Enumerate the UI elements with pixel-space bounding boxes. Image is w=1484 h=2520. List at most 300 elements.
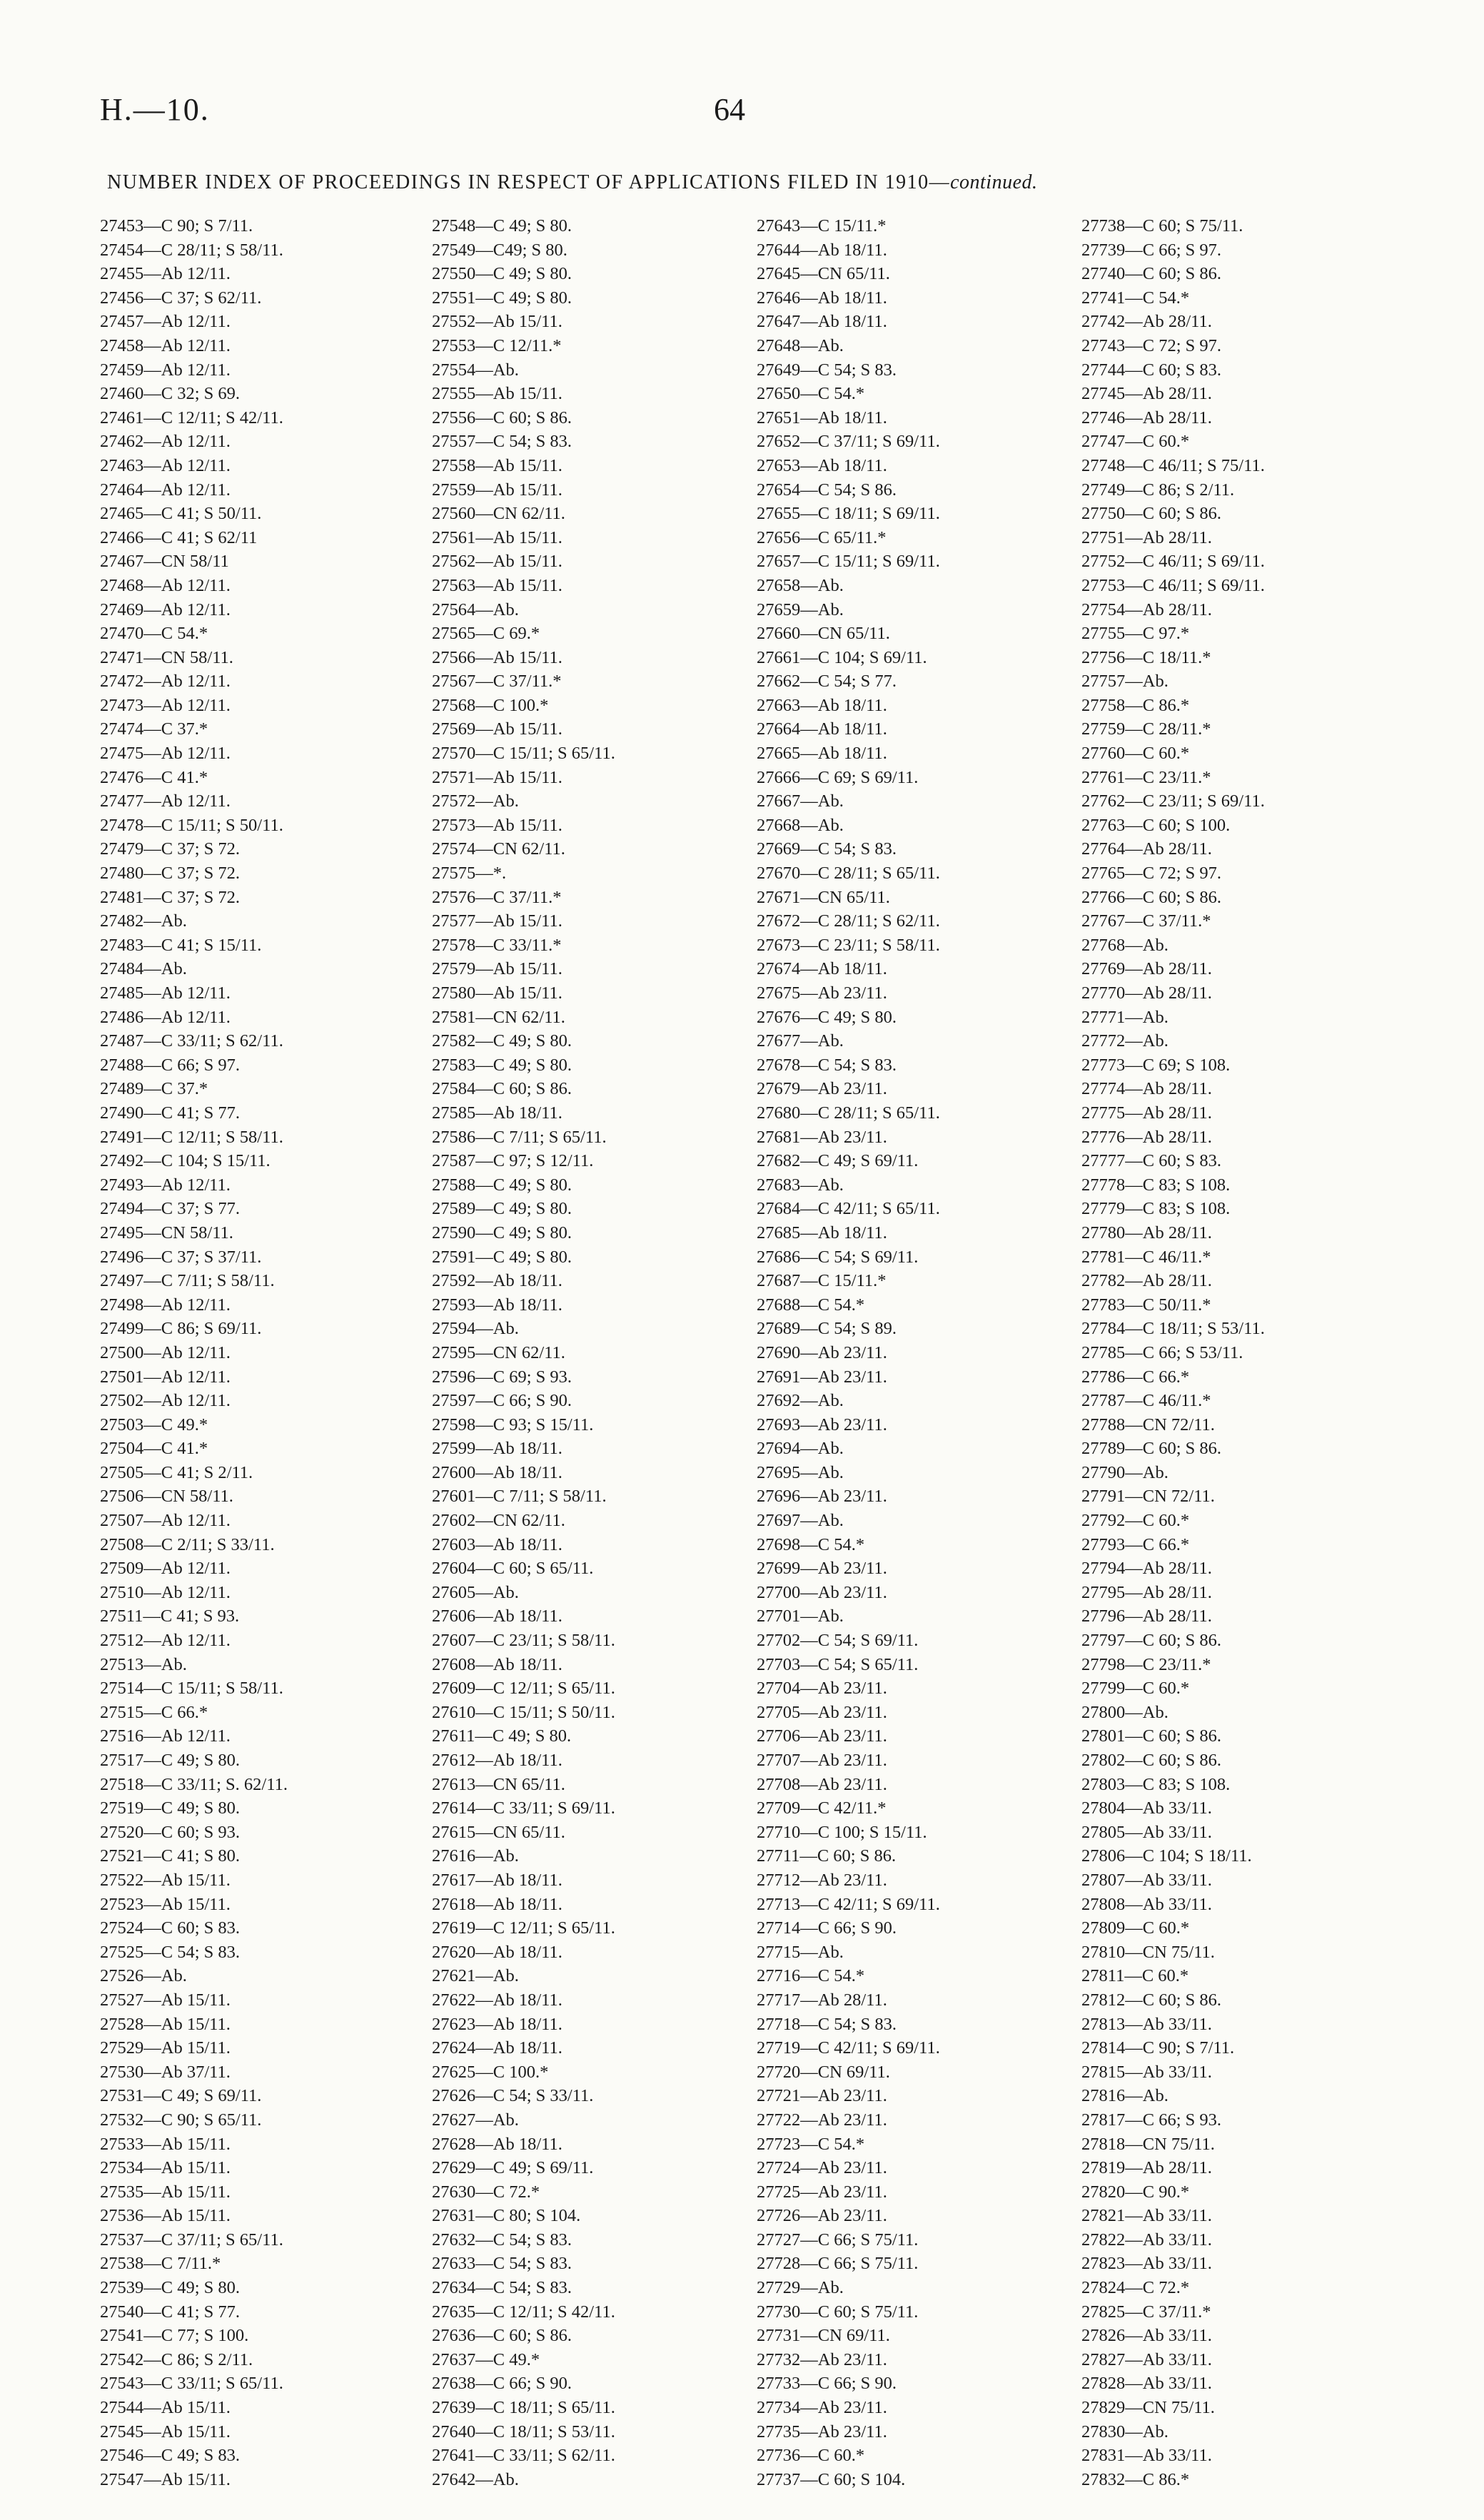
index-entry: 27725—Ab 23/11. [757, 2182, 887, 2202]
index-entry: 27734—Ab 23/11. [757, 2398, 887, 2418]
index-entry: 27622—Ab 18/11. [432, 1990, 562, 2010]
index-entry: 27536—Ab 15/11. [100, 2206, 231, 2226]
index-entry: 27538—C 7/11.* [100, 2254, 221, 2274]
index-entry: 27759—C 28/11.* [1081, 719, 1211, 739]
index-entry: 27671—CN 65/11. [757, 887, 890, 907]
index-entry: 27639—C 18/11; S 65/11. [432, 2398, 615, 2418]
index-entry: 27726—Ab 23/11. [757, 2206, 887, 2226]
index-entry: 27829—CN 75/11. [1081, 2398, 1215, 2418]
index-entry: 27712—Ab 23/11. [757, 1870, 887, 1890]
index-entry: 27467—CN 58/11 [100, 552, 229, 572]
index-entry: 27549—C49; S 80. [432, 240, 567, 260]
index-entry: 27481—C 37; S 72. [100, 887, 241, 907]
index-entry: 27780—Ab 28/11. [1081, 1223, 1212, 1243]
index-entry: 27559—Ab 15/11. [432, 480, 562, 500]
index-entry: 27775—Ab 28/11. [1081, 1103, 1212, 1123]
index-entry: 27701—Ab. [757, 1606, 844, 1626]
index-entry: 27564—Ab. [432, 599, 519, 619]
index-column-1 [100, 214, 421, 2491]
index-entry: 27591—C 49; S 80. [432, 1247, 572, 1267]
index-entry: 27566—Ab 15/11. [432, 647, 562, 667]
index-entry: 27709—C 42/11.* [757, 1798, 887, 1818]
index-entry: 27457—Ab 12/11. [100, 312, 231, 332]
index-entry: 27817—C 66; S 93. [1081, 2110, 1222, 2130]
index-entry: 27724—Ab 23/11. [757, 2158, 887, 2178]
index-entry: 27824—C 72.* [1081, 2278, 1190, 2298]
index-entry: 27485—Ab 12/11. [100, 983, 231, 1003]
index-entry: 27773—C 69; S 108. [1081, 1055, 1231, 1075]
index-entry: 27716—C 54.* [757, 1966, 865, 1986]
index-entry: 27608—Ab 18/11. [432, 1654, 562, 1674]
index-entry: 27473—Ab 12/11. [100, 695, 231, 715]
index-entry: 27758—C 86.* [1081, 695, 1190, 715]
index-entry: 27784—C 18/11; S 53/11. [1081, 1319, 1265, 1339]
index-entry: 27653—Ab 18/11. [757, 455, 887, 475]
index-entry: 27603—Ab 18/11. [432, 1534, 562, 1554]
index-entry: 27819—Ab 28/11. [1081, 2158, 1212, 2178]
index-entry: 27692—Ab. [757, 1391, 844, 1411]
index-entry: 27722—Ab 23/11. [757, 2110, 887, 2130]
index-entry: 27576—C 37/11.* [432, 887, 562, 907]
index-entry: 27599—Ab 18/11. [432, 1439, 562, 1459]
index-entry: 27679—Ab 23/11. [757, 1079, 887, 1099]
index-entry: 27529—Ab 15/11. [100, 2038, 231, 2058]
index-entry: 27638—C 66; S 90. [432, 2374, 572, 2394]
index-entry: 27825—C 37/11.* [1081, 2302, 1211, 2322]
index-entry: 27788—CN 72/11. [1081, 1415, 1215, 1434]
index-entry: 27548—C 49; S 80. [432, 216, 572, 236]
index-entry: 27626—C 54; S 33/11. [432, 2086, 594, 2106]
index-entry: 27693—Ab 23/11. [757, 1415, 887, 1434]
index-entry: 27543—C 33/11; S 65/11. [100, 2374, 283, 2394]
index-entry: 27509—Ab 12/11. [100, 1559, 231, 1579]
index-entry: 27476—C 41.* [100, 767, 208, 787]
index-entry: 27789—C 60; S 86. [1081, 1439, 1222, 1459]
index-entry: 27805—Ab 33/11. [1081, 1822, 1212, 1842]
index-entry: 27501—Ab 12/11. [100, 1367, 231, 1387]
index-entry: 27793—C 66.* [1081, 1534, 1190, 1554]
index-entry: 27714—C 66; S 90. [757, 1918, 897, 1938]
index-entry: 27488—C 66; S 97. [100, 1055, 241, 1075]
index-entry: 27546—C 49; S 83. [100, 2446, 241, 2466]
index-entry: 27746—Ab 28/11. [1081, 408, 1212, 427]
index-entry: 27762—C 23/11; S 69/11. [1081, 791, 1265, 811]
document-code: H.—10. [100, 92, 210, 127]
index-entry: 27675—Ab 23/11. [757, 983, 887, 1003]
index-column-3 [757, 214, 1078, 2491]
index-entry: 27683—Ab. [757, 1175, 844, 1195]
index-entry: 27715—Ab. [757, 1942, 844, 1962]
index-entry: 27794—Ab 28/11. [1081, 1559, 1212, 1579]
index-entry: 27606—Ab 18/11. [432, 1606, 562, 1626]
index-entry: 27554—Ab. [432, 360, 519, 380]
index-entry: 27720—CN 69/11. [757, 2062, 890, 2082]
index-entry: 27607—C 23/11; S 58/11. [432, 1631, 615, 1651]
index-entry: 27812—C 60; S 86. [1081, 1990, 1222, 2010]
index-entry: 27738—C 60; S 75/11. [1081, 216, 1243, 236]
index-entry: 27710—C 100; S 15/11. [757, 1822, 927, 1842]
index-entry: 27630—C 72.* [432, 2182, 540, 2202]
index-entry: 27490—C 41; S 77. [100, 1103, 241, 1123]
index-entry: 27699—Ab 23/11. [757, 1559, 887, 1579]
index-entry: 27733—C 66; S 90. [757, 2374, 897, 2394]
index-entry: 27832—C 86.* [1081, 2469, 1190, 2489]
index-entry: 27632—C 54; S 83. [432, 2230, 572, 2250]
index-entry: 27694—Ab. [757, 1439, 844, 1459]
index-entry: 27547—Ab 15/11. [100, 2469, 231, 2489]
index-entry: 27524—C 60; S 83. [100, 1918, 241, 1938]
index-entry: 27757—Ab. [1081, 672, 1168, 692]
index-entry: 27627—Ab. [432, 2110, 519, 2130]
index-entry: 27553—C 12/11.* [432, 335, 562, 355]
index-entry: 27557—C 54; S 83. [432, 432, 572, 452]
index-entry: 27613—CN 65/11. [432, 1774, 565, 1794]
index-entry: 27753—C 46/11; S 69/11. [1081, 575, 1265, 595]
index-entry: 27465—C 41; S 50/11. [100, 504, 262, 524]
index-entry: 27588—C 49; S 80. [432, 1175, 572, 1195]
index-entry: 27748—C 46/11; S 75/11. [1081, 455, 1265, 475]
index-entry: 27504—C 41.* [100, 1439, 208, 1459]
index-column-2 [432, 214, 753, 2491]
index-entry: 27533—Ab 15/11. [100, 2134, 231, 2154]
index-entry: 27803—C 83; S 108. [1081, 1774, 1231, 1794]
index-entry: 27550—C 49; S 80. [432, 264, 572, 284]
index-entry: 27756—C 18/11.* [1081, 647, 1211, 667]
index-entry: 27598—C 93; S 15/11. [432, 1415, 594, 1434]
index-entry: 27662—C 54; S 77. [757, 672, 897, 692]
index-entry: 27558—Ab 15/11. [432, 455, 562, 475]
index-entry: 27462—Ab 12/11. [100, 432, 231, 452]
index-entry: 27728—C 66; S 75/11. [757, 2254, 919, 2274]
index-entry: 27648—Ab. [757, 335, 844, 355]
index-entry: 27502—Ab 12/11. [100, 1391, 231, 1411]
index-entry: 27760—C 60.* [1081, 744, 1190, 764]
index-entry: 27539—C 49; S 80. [100, 2278, 241, 2298]
index-entry: 27493—Ab 12/11. [100, 1175, 231, 1195]
index-entry: 27560—CN 62/11. [432, 504, 565, 524]
index-entry: 27516—Ab 12/11. [100, 1726, 231, 1746]
index-entry: 27552—Ab 15/11. [432, 312, 562, 332]
index-entry: 27597—C 66; S 90. [432, 1391, 572, 1411]
index-entry: 27583—C 49; S 80. [432, 1055, 572, 1075]
index-entry: 27723—C 54.* [757, 2134, 865, 2154]
index-title [107, 171, 1392, 194]
index-entry: 27565—C 69.* [432, 624, 540, 644]
index-entry: 27526—Ab. [100, 1966, 187, 1986]
index-entry: 27525—C 54; S 83. [100, 1942, 241, 1962]
index-entry: 27661—C 104; S 69/11. [757, 647, 927, 667]
index-entry: 27595—CN 62/11. [432, 1342, 565, 1362]
index-entry: 27532—C 90; S 65/11. [100, 2110, 262, 2130]
index-entry: 27666—C 69; S 69/11. [757, 767, 919, 787]
index-entry: 27807—Ab 33/11. [1081, 1870, 1212, 1890]
index-entry: 27561—Ab 15/11. [432, 527, 562, 547]
index-entry: 27499—C 86; S 69/11. [100, 1319, 262, 1339]
index-entry: 27700—Ab 23/11. [757, 1582, 887, 1602]
index-entry: 27585—Ab 18/11. [432, 1103, 562, 1123]
index-entry: 27650—C 54.* [757, 384, 865, 404]
index-entry: 27785—C 66; S 53/11. [1081, 1342, 1243, 1362]
index-entry: 27806—C 104; S 18/11. [1081, 1846, 1252, 1866]
index-entry: 27605—Ab. [432, 1582, 519, 1602]
index-entry: 27635—C 12/11; S 42/11. [432, 2302, 615, 2322]
index-entry: 27503—C 49.* [100, 1415, 208, 1434]
index-entry: 27472—Ab 12/11. [100, 672, 231, 692]
index-entry: 27797—C 60; S 86. [1081, 1631, 1222, 1651]
index-entry: 27776—Ab 28/11. [1081, 1127, 1212, 1147]
index-entry: 27749—C 86; S 2/11. [1081, 480, 1235, 500]
index-entry: 27670—C 28/11; S 65/11. [757, 864, 940, 884]
index-entry: 27636—C 60; S 86. [432, 2326, 572, 2346]
index-entry: 27512—Ab 12/11. [100, 1631, 231, 1651]
index-entry: 27804—Ab 33/11. [1081, 1798, 1212, 1818]
index-entry: 27777—C 60; S 83. [1081, 1151, 1222, 1171]
index-entry: 27814—C 90; S 7/11. [1081, 2038, 1235, 2058]
index-entry: 27808—Ab 33/11. [1081, 1894, 1212, 1914]
index-entry: 27689—C 54; S 89. [757, 1319, 897, 1339]
index-entry: 27810—CN 75/11. [1081, 1942, 1215, 1962]
index-entry: 27487—C 33/11; S 62/11. [100, 1031, 283, 1051]
index-entry: 27743—C 72; S 97. [1081, 335, 1222, 355]
index-entry: 27827—Ab 33/11. [1081, 2349, 1212, 2369]
index-entry: 27555—Ab 15/11. [432, 384, 562, 404]
index-entry: 27795—Ab 28/11. [1081, 1582, 1212, 1602]
index-entry: 27468—Ab 12/11. [100, 575, 231, 595]
index-entry: 27708—Ab 23/11. [757, 1774, 887, 1794]
index-entry: 27772—Ab. [1081, 1031, 1168, 1051]
index-entry: 27741—C 54.* [1081, 288, 1190, 308]
index-entry: 27578—C 33/11.* [432, 935, 562, 955]
index-entry: 27830—Ab. [1081, 2422, 1168, 2441]
index-entry: 27673—C 23/11; S 58/11. [757, 935, 940, 955]
index-entry: 27495—CN 58/11. [100, 1223, 233, 1243]
index-entry: 27618—Ab 18/11. [432, 1894, 562, 1914]
index-entry: 27466—C 41; S 62/11 [100, 527, 258, 547]
index-entry: 27721—Ab 23/11. [757, 2086, 887, 2106]
index-entry: 27787—C 46/11.* [1081, 1391, 1211, 1411]
index-entry: 27688—C 54.* [757, 1295, 865, 1315]
index-entry: 27703—C 54; S 65/11. [757, 1654, 919, 1674]
index-entry: 27537—C 37/11; S 65/11. [100, 2230, 283, 2250]
index-entry: 27500—Ab 12/11. [100, 1342, 231, 1362]
index-entry: 27637—C 49.* [432, 2349, 540, 2369]
index-entry: 27620—Ab 18/11. [432, 1942, 562, 1962]
index-entry: 27739—C 66; S 97. [1081, 240, 1222, 260]
index-entry: 27647—Ab 18/11. [757, 312, 887, 332]
index-entry: 27828—Ab 33/11. [1081, 2374, 1212, 2394]
index-columns [100, 214, 1399, 2489]
index-entry: 27575—*. [432, 864, 507, 884]
index-entry: 27727—C 66; S 75/11. [757, 2230, 919, 2250]
index-entry: 27740—C 60; S 86. [1081, 264, 1222, 284]
index-entry: 27460—C 32; S 69. [100, 384, 241, 404]
index-entry: 27730—C 60; S 75/11. [757, 2302, 919, 2322]
index-entry: 27681—Ab 23/11. [757, 1127, 887, 1147]
index-entry: 27596—C 69; S 93. [432, 1367, 572, 1387]
index-entry: 27792—C 60.* [1081, 1511, 1190, 1531]
index-entry: 27571—Ab 15/11. [432, 767, 562, 787]
index-entry: 27454—C 28/11; S 58/11. [100, 240, 283, 260]
index-entry: 27695—Ab. [757, 1462, 844, 1482]
index-entry: 27782—Ab 28/11. [1081, 1271, 1212, 1291]
index-entry: 27769—Ab 28/11. [1081, 959, 1212, 979]
index-entry: 27801—C 60; S 86. [1081, 1726, 1222, 1746]
index-entry: 27664—Ab 18/11. [757, 719, 887, 739]
index-entry: 27593—Ab 18/11. [432, 1295, 562, 1315]
index-entry: 27657—C 15/11; S 69/11. [757, 552, 940, 572]
index-entry: 27484—Ab. [100, 959, 187, 979]
index-entry: 27774—Ab 28/11. [1081, 1079, 1212, 1099]
index-entry: 27676—C 49; S 80. [757, 1007, 897, 1027]
index-entry: 27582—C 49; S 80. [432, 1031, 572, 1051]
index-entry: 27506—CN 58/11. [100, 1487, 233, 1507]
index-entry: 27530—Ab 37/11. [100, 2062, 231, 2082]
index-entry: 27649—C 54; S 83. [757, 360, 897, 380]
index-entry: 27544—Ab 15/11. [100, 2398, 231, 2418]
index-entry: 27600—Ab 18/11. [432, 1462, 562, 1482]
index-entry: 27469—Ab 12/11. [100, 599, 231, 619]
index-entry: 27542—C 86; S 2/11. [100, 2349, 253, 2369]
index-entry: 27684—C 42/11; S 65/11. [757, 1199, 940, 1219]
index-entry: 27644—Ab 18/11. [757, 240, 887, 260]
index-entry: 27592—Ab 18/11. [432, 1271, 562, 1291]
index-entry: 27545—Ab 15/11. [100, 2422, 231, 2441]
index-entry: 27482—Ab. [100, 911, 187, 931]
index-entry: 27478—C 15/11; S 50/11. [100, 815, 283, 835]
index-entry: 27475—Ab 12/11. [100, 744, 231, 764]
index-entry: 27617—Ab 18/11. [432, 1870, 562, 1890]
index-entry: 27461—C 12/11; S 42/11. [100, 408, 283, 427]
index-entry: 27763—C 60; S 100. [1081, 815, 1231, 835]
index-entry: 27826—Ab 33/11. [1081, 2326, 1212, 2346]
index-entry: 27521—C 41; S 80. [100, 1846, 241, 1866]
index-entry: 27656—C 65/11.* [757, 527, 887, 547]
index-entry: 27573—Ab 15/11. [432, 815, 562, 835]
index-entry: 27569—Ab 15/11. [432, 719, 562, 739]
index-entry: 27505—C 41; S 2/11. [100, 1462, 253, 1482]
index-entry: 27791—CN 72/11. [1081, 1487, 1215, 1507]
index-entry: 27823—Ab 33/11. [1081, 2254, 1212, 2274]
index-entry: 27491—C 12/11; S 58/11. [100, 1127, 283, 1147]
index-entry: 27645—CN 65/11. [757, 264, 890, 284]
index-entry: 27513—Ab. [100, 1654, 187, 1674]
index-entry: 27737—C 60; S 104. [757, 2469, 906, 2489]
index-entry: 27704—Ab 23/11. [757, 1679, 887, 1699]
index-entry: 27581—CN 62/11. [432, 1007, 565, 1027]
index-entry: 27783—C 50/11.* [1081, 1295, 1211, 1315]
index-entry: 27820—C 90.* [1081, 2182, 1190, 2202]
index-entry: 27584—C 60; S 86. [432, 1079, 572, 1099]
index-entry: 27707—Ab 23/11. [757, 1751, 887, 1770]
index-entry: 27771—Ab. [1081, 1007, 1168, 1027]
index-entry: 27531—C 49; S 69/11. [100, 2086, 262, 2106]
index-entry: 27496—C 37; S 37/11. [100, 1247, 262, 1267]
index-entry: 27567—C 37/11.* [432, 672, 562, 692]
index-entry: 27697—Ab. [757, 1511, 844, 1531]
index-entry: 27455—Ab 12/11. [100, 264, 231, 284]
index-title-main: NUMBER INDEX OF PROCEEDINGS IN RESPECT OF APPLICATIONS FILED IN 1910— [107, 171, 951, 193]
index-entry: 27625—C 100.* [432, 2062, 549, 2082]
index-entry: 27570—C 15/11; S 65/11. [432, 744, 615, 764]
index-entry: 27691—Ab 23/11. [757, 1367, 887, 1387]
index-entry: 27766—C 60; S 86. [1081, 887, 1222, 907]
index-entry: 27623—Ab 18/11. [432, 2014, 562, 2034]
index-entry: 27747—C 60.* [1081, 432, 1190, 452]
index-entry: 27732—Ab 23/11. [757, 2349, 887, 2369]
index-entry: 27790—Ab. [1081, 1462, 1168, 1482]
index-entry: 27614—C 33/11; S 69/11. [432, 1798, 615, 1818]
index-entry: 27761—C 23/11.* [1081, 767, 1211, 787]
index-entry: 27515—C 66.* [100, 1702, 208, 1722]
index-entry: 27507—Ab 12/11. [100, 1511, 231, 1531]
index-title-suffix: continued. [950, 171, 1038, 193]
index-entry: 27702—C 54; S 69/11. [757, 1631, 919, 1651]
index-entry: 27579—Ab 15/11. [432, 959, 562, 979]
index-entry: 27514—C 15/11; S 58/11. [100, 1679, 283, 1699]
index-entry: 27574—CN 62/11. [432, 839, 565, 859]
index-entry: 27831—Ab 33/11. [1081, 2446, 1212, 2466]
index-entry: 27718—C 54; S 83. [757, 2014, 897, 2034]
index-entry: 27479—C 37; S 72. [100, 839, 241, 859]
index-entry: 27580—Ab 15/11. [432, 983, 562, 1003]
index-entry: 27655—C 18/11; S 69/11. [757, 504, 940, 524]
index-entry: 27667—Ab. [757, 791, 844, 811]
index-entry: 27540—C 41; S 77. [100, 2302, 241, 2322]
index-entry: 27690—Ab 23/11. [757, 1342, 887, 1362]
index-entry: 27594—Ab. [432, 1319, 519, 1339]
index-entry: 27798—C 23/11.* [1081, 1654, 1211, 1674]
index-entry: 27796—Ab 28/11. [1081, 1606, 1212, 1626]
index-entry: 27755—C 97.* [1081, 624, 1190, 644]
index-entry: 27717—Ab 28/11. [757, 1990, 887, 2010]
index-entry: 27822—Ab 33/11. [1081, 2230, 1212, 2250]
index-entry: 27510—Ab 12/11. [100, 1582, 231, 1602]
index-entry: 27672—C 28/11; S 62/11. [757, 911, 940, 931]
index-entry: 27682—C 49; S 69/11. [757, 1151, 919, 1171]
index-entry: 27609—C 12/11; S 65/11. [432, 1679, 615, 1699]
index-entry: 27705—Ab 23/11. [757, 1702, 887, 1722]
index-entry: 27779—C 83; S 108. [1081, 1199, 1231, 1219]
index-entry: 27652—C 37/11; S 69/11. [757, 432, 940, 452]
index-entry: 27651—Ab 18/11. [757, 408, 887, 427]
index-entry: 27463—Ab 12/11. [100, 455, 231, 475]
index-entry: 27611—C 49; S 80. [432, 1726, 572, 1746]
index-entry: 27646—Ab 18/11. [757, 288, 887, 308]
index-entry: 27631—C 80; S 104. [432, 2206, 581, 2226]
index-entry: 27802—C 60; S 86. [1081, 1751, 1222, 1770]
index-entry: 27494—C 37; S 77. [100, 1199, 241, 1219]
index-entry: 27590—C 49; S 80. [432, 1223, 572, 1243]
index-entry: 27615—CN 65/11. [432, 1822, 565, 1842]
index-entry: 27541—C 77; S 100. [100, 2326, 249, 2346]
index-entry: 27586—C 7/11; S 65/11. [432, 1127, 607, 1147]
index-entry: 27610—C 15/11; S 50/11. [432, 1702, 615, 1722]
index-entry: 27568—C 100.* [432, 695, 549, 715]
index-entry: 27731—CN 69/11. [757, 2326, 890, 2346]
index-entry: 27686—C 54; S 69/11. [757, 1247, 919, 1267]
index-entry: 27754—Ab 28/11. [1081, 599, 1212, 619]
index-entry: 27770—Ab 28/11. [1081, 983, 1212, 1003]
index-entry: 27713—C 42/11; S 69/11. [757, 1894, 940, 1914]
index-entry: 27522—Ab 15/11. [100, 1870, 231, 1890]
index-entry: 27642—Ab. [432, 2469, 519, 2489]
index-entry: 27459—Ab 12/11. [100, 360, 231, 380]
index-entry: 27601—C 7/11; S 58/11. [432, 1487, 607, 1507]
index-entry: 27508—C 2/11; S 33/11. [100, 1534, 275, 1554]
index-entry: 27821—Ab 33/11. [1081, 2206, 1212, 2226]
index-entry: 27663—Ab 18/11. [757, 695, 887, 715]
index-entry: 27660—CN 65/11. [757, 624, 890, 644]
